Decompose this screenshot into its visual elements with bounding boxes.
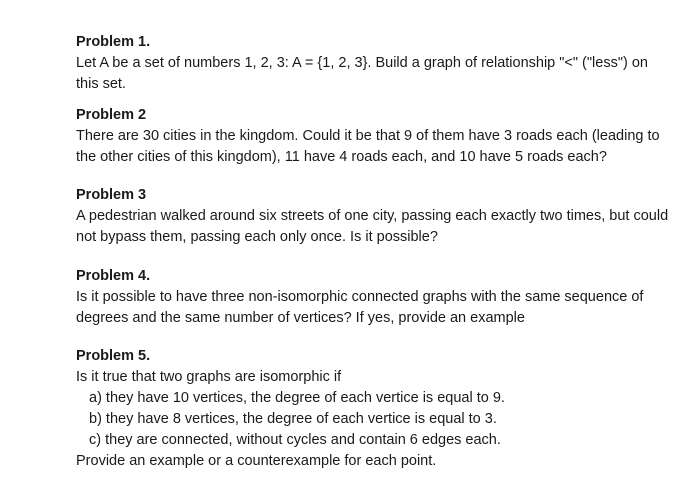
problem-1-line-1: Let A be a set of numbers 1, 2, 3: A = {1, 2, 3}. Build a graph of relationship "<" ("less") on bbox=[76, 55, 648, 71]
problem-5 bbox=[76, 346, 696, 472]
problem-1-title: Problem 1. bbox=[76, 34, 151, 50]
problem-4-line-1: Is it possible to have three non-isomorphic connected graphs with the same sequence of bbox=[76, 289, 644, 305]
problem-2-line-1: There are 30 cities in the kingdom. Could it be that 9 of them have 3 roads each (leading to bbox=[76, 128, 660, 144]
problem-5-item-c: c) they are connected, without cycles and contain 6 edges each. bbox=[89, 432, 501, 448]
problem-5-title: Problem 5. bbox=[76, 348, 151, 364]
problem-3-title: Problem 3 bbox=[76, 187, 147, 203]
problem-4 bbox=[76, 266, 696, 329]
problem-1 bbox=[76, 32, 696, 95]
problem-5-closing: Provide an example or a counterexample for each point. bbox=[76, 453, 437, 469]
problem-2-line-2: the other cities of this kingdom), 11 have 4 roads each, and 10 have 5 roads each? bbox=[76, 149, 607, 165]
problem-5-intro: Is it true that two graphs are isomorphic if bbox=[76, 369, 342, 385]
problem-3 bbox=[76, 185, 696, 248]
problem-2 bbox=[76, 105, 696, 168]
problem-1-line-2: this set. bbox=[76, 76, 126, 92]
problem-2-title: Problem 2 bbox=[76, 107, 147, 123]
problem-4-line-2: degrees and the same number of vertices? If yes, provide an example bbox=[76, 310, 525, 326]
problem-5-item-b: b) they have 8 vertices, the degree of each vertice is equal to 3. bbox=[89, 411, 497, 427]
problem-4-title: Problem 4. bbox=[76, 268, 151, 284]
problem-3-line-2: not bypass them, passing each only once. Is it possible? bbox=[76, 229, 438, 245]
problem-3-line-1: A pedestrian walked around six streets of one city, passing each exactly two times, but could bbox=[76, 208, 669, 224]
problem-5-item-a: a) they have 10 vertices, the degree of each vertice is equal to 9. bbox=[89, 390, 505, 406]
